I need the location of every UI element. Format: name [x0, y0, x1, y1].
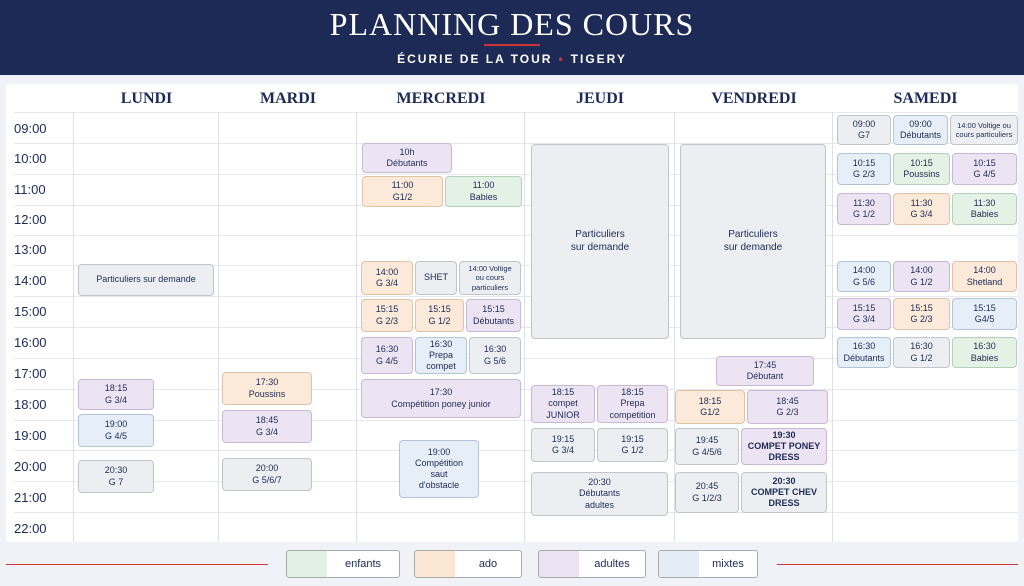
- column-divider: [356, 112, 357, 542]
- event-block[interactable]: 16:30 G 1/2: [893, 337, 950, 368]
- event-block[interactable]: 17:30 Compétition poney junior: [361, 379, 521, 418]
- event-block[interactable]: 09:00 G7: [837, 115, 891, 145]
- grid-line: [14, 296, 1018, 297]
- legend-swatch: [415, 551, 455, 577]
- event-block[interactable]: 15:15 G 3/4: [837, 298, 891, 330]
- legend-swatch: [287, 551, 327, 577]
- event-block[interactable]: 16:30 Prepa compet: [415, 337, 467, 374]
- day-header-mercredi: MERCREDI: [396, 90, 486, 107]
- time-label: 12:00: [14, 212, 47, 227]
- grid-line: [14, 512, 1018, 513]
- event-block[interactable]: 17:30 Poussins: [222, 372, 312, 405]
- time-label: 10:00: [14, 151, 47, 166]
- event-block[interactable]: 19:15 G 1/2: [597, 428, 668, 462]
- legend-item-adultes: [538, 550, 646, 578]
- grid-line: [14, 112, 1018, 113]
- event-block[interactable]: 16:30 Babies: [952, 337, 1017, 368]
- legend-swatch: [659, 551, 699, 577]
- event-block[interactable]: 14:00 Voltige ou cours particuliers: [950, 115, 1018, 145]
- day-header-vendredi: VENDREDI: [711, 90, 797, 107]
- page-subtitle: [0, 52, 1024, 66]
- time-label: 20:00: [14, 459, 47, 474]
- subtitle-stable: ÉCURIE DE LA TOUR: [397, 52, 553, 66]
- legend-rule-left: [6, 564, 268, 565]
- title-underline: [484, 44, 540, 46]
- event-block[interactable]: 18:45 G 2/3: [747, 390, 828, 424]
- column-divider: [73, 112, 74, 542]
- grid-line: [14, 420, 1018, 421]
- event-block[interactable]: 14:00 Voltige ou cours particuliers: [459, 261, 521, 295]
- legend-label: mixtes: [712, 558, 744, 570]
- time-label: 16:00: [14, 335, 47, 350]
- time-label: 14:00: [14, 273, 47, 288]
- event-block[interactable]: 14:00 G 1/2: [893, 261, 950, 292]
- time-label: 15:00: [14, 304, 47, 319]
- event-block[interactable]: 19:00 Compétition saut d'obstacle: [399, 440, 479, 498]
- event-block[interactable]: 16:30 G 5/6: [469, 337, 521, 374]
- time-label: 11:00: [14, 182, 46, 197]
- time-label: 21:00: [14, 490, 47, 505]
- day-header-jeudi: JEUDI: [575, 90, 624, 107]
- event-block[interactable]: Particuliers sur demande: [680, 144, 826, 339]
- time-label: 13:00: [14, 242, 47, 257]
- column-divider: [524, 112, 525, 542]
- grid-line: [14, 450, 1018, 451]
- event-block[interactable]: 15:15 G 1/2: [415, 299, 464, 332]
- event-block[interactable]: 11:00 Babies: [445, 176, 522, 207]
- event-block[interactable]: 11:00 G1/2: [362, 176, 443, 207]
- legend-label: ado: [478, 558, 498, 570]
- event-block[interactable]: 11:30 G 1/2: [837, 193, 891, 225]
- event-block[interactable]: 10h Débutants: [362, 143, 452, 173]
- event-block[interactable]: 11:30 G 3/4: [893, 193, 950, 225]
- column-divider: [832, 112, 833, 542]
- event-block[interactable]: 20:30 Débutants adultes: [531, 472, 668, 516]
- event-block[interactable]: 15:15 G 2/3: [361, 299, 413, 332]
- legend-label: adultes: [594, 558, 630, 570]
- time-label: 19:00: [14, 428, 47, 443]
- event-block[interactable]: 17:45 Débutant: [716, 356, 814, 386]
- legend-item-ado: [414, 550, 522, 578]
- event-block[interactable]: 18:15 Prepa competition: [597, 385, 668, 423]
- event-block[interactable]: 15:15 G 2/3: [893, 298, 950, 330]
- event-block[interactable]: 10:15 Poussins: [893, 153, 950, 185]
- event-block[interactable]: 18:15 compet JUNIOR: [531, 385, 595, 423]
- legend-swatch: [539, 551, 579, 577]
- grid-line: [14, 235, 1018, 236]
- event-block[interactable]: 19:30 COMPET PONEY DRESS: [741, 428, 827, 465]
- event-block[interactable]: 16:30 G 4/5: [361, 337, 413, 374]
- day-header-mardi: MARDI: [260, 90, 316, 107]
- subtitle-town: TIGERY: [570, 52, 627, 66]
- event-block[interactable]: 10:15 G 2/3: [837, 153, 891, 185]
- event-block[interactable]: Particuliers sur demande: [531, 144, 669, 339]
- page-title: PLANNING DES COURS: [329, 6, 695, 42]
- event-block[interactable]: 09:00 Débutants: [893, 115, 948, 145]
- time-label: 09:00: [14, 121, 47, 136]
- event-block[interactable]: 20:45 G 1/2/3: [675, 472, 739, 513]
- column-divider: [218, 112, 219, 542]
- event-block[interactable]: 18:15 G1/2: [675, 390, 745, 424]
- subtitle-separator: •: [558, 52, 565, 66]
- event-block[interactable]: 18:15 G 3/4: [78, 379, 154, 410]
- event-block[interactable]: 16:30 Débutants: [837, 337, 891, 368]
- event-block[interactable]: 20:30 G 7: [78, 460, 154, 493]
- event-block[interactable]: 10:15 G 4/5: [952, 153, 1017, 185]
- legend-item-enfants: [286, 550, 400, 578]
- day-header-lundi: LUNDI: [120, 90, 173, 107]
- time-label: 18:00: [14, 397, 47, 412]
- event-block[interactable]: 20:30 COMPET CHEV DRESS: [741, 472, 827, 513]
- event-block[interactable]: 20:00 G 5/6/7: [222, 458, 312, 491]
- event-block[interactable]: 11:30 Babies: [952, 193, 1017, 225]
- event-block[interactable]: 19:00 G 4/5: [78, 414, 154, 447]
- event-block[interactable]: 15:15 Débutants: [466, 299, 521, 332]
- time-label: 22:00: [14, 521, 47, 536]
- event-block[interactable]: 19:45 G 4/5/6: [675, 428, 739, 465]
- day-header-samedi: SAMEDI: [893, 90, 958, 107]
- legend-label: enfants: [344, 558, 382, 570]
- legend-rule-right: [777, 564, 1018, 565]
- event-block[interactable]: 14:00 G 5/6: [837, 261, 891, 292]
- event-block[interactable]: 18:45 G 3/4: [222, 410, 312, 443]
- event-block[interactable]: 14:00 G 3/4: [361, 261, 413, 295]
- event-block[interactable]: Particuliers sur demande: [78, 264, 214, 296]
- event-block[interactable]: 15:15 G4/5: [952, 298, 1017, 330]
- event-block[interactable]: SHET: [415, 261, 457, 295]
- event-block[interactable]: 14:00 Shetland: [952, 261, 1017, 292]
- legend-item-mixtes: [658, 550, 758, 578]
- header: [0, 0, 1024, 75]
- time-label: 17:00: [14, 366, 47, 381]
- grid-line: [14, 481, 1018, 482]
- event-block[interactable]: 19:15 G 3/4: [531, 428, 595, 462]
